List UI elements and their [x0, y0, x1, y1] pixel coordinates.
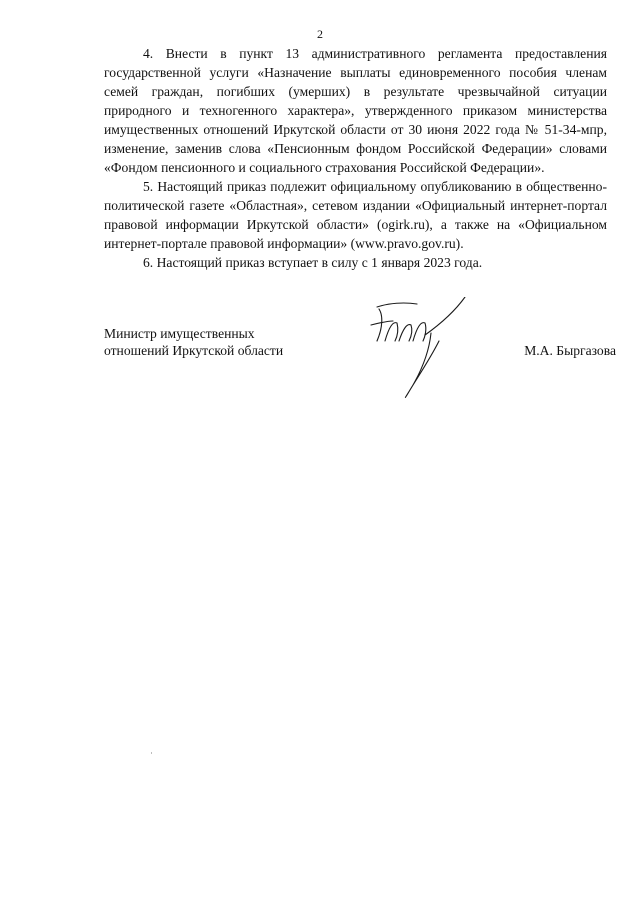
document-body [104, 44, 607, 272]
scan-speck [151, 752, 152, 754]
signatory-position-line-2: отношений Иркутской области [104, 343, 284, 358]
signatory-name: М.А. Быргазова [524, 343, 616, 358]
handwritten-signature [359, 297, 479, 407]
page-number: 2 [317, 27, 323, 41]
signatory-position-line-1: Министр имущественных [104, 326, 255, 341]
signatory-position [104, 325, 334, 359]
paragraph-6: 6. Настоящий приказ вступает в силу с 1 января 2023 года. [143, 255, 483, 270]
paragraph-5: 5. Настоящий приказ подлежит официальному опубликованию в общественно-политической газете «Областная», сетевом издании «Официальный интернет-портал правовой информации Иркутской области» (ogirk.ru), а также на «Официальном интернет-портале правовой информации» (www.pravo.gov.ru). [104, 179, 607, 251]
signature-block [104, 325, 616, 415]
paragraph-4: 4. Внести в пункт 13 административного регламента предоставления государственной услуги «Назначение выплаты единовременного пособия членам семей граждан, погибших (умерших) в результате чрезвычайной ситуации природного и техногенного характера», утвержденного приказом министерства имущественных отношений Иркутской области от 30 июня 2022 года № 51-34-мпр, изменение, заменив слова «Пенсионным фондом Российской Федерации» словами «Фондом пенсионного и социального страхования Российской Федерации». [104, 46, 607, 175]
